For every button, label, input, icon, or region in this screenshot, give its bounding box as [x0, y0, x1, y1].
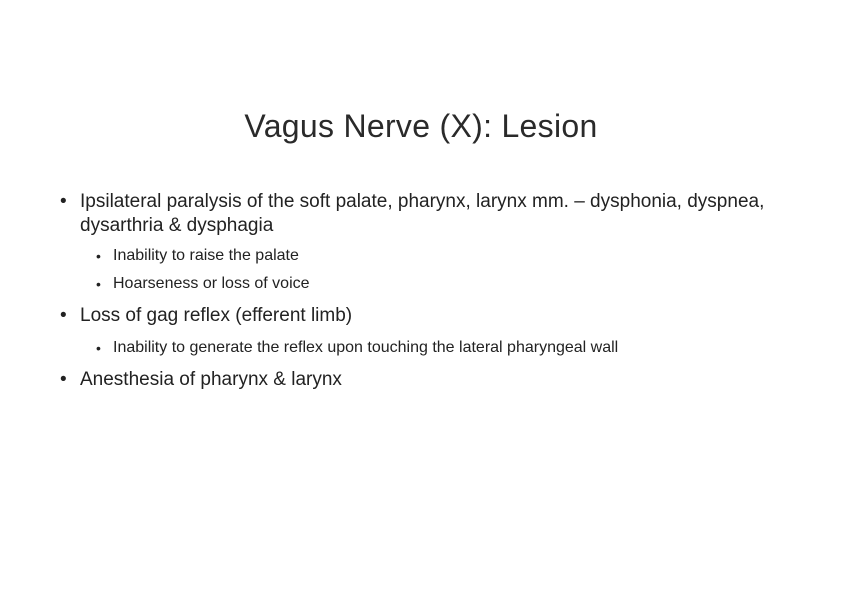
bullet-text: Anesthesia of pharynx & larynx [80, 369, 342, 390]
slide-content [60, 190, 800, 392]
bullet-item [60, 190, 800, 238]
sub-bullet-item [60, 334, 800, 362]
bullet-text: Loss of gag reflex (efferent limb) [80, 305, 353, 326]
bullet-icon: • [60, 191, 67, 212]
sub-bullet-text: Inability to generate the reflex upon touching the lateral pharyngeal wall [113, 339, 619, 356]
sub-bullet-icon: • [96, 340, 101, 356]
bullet-text: Ipsilateral paralysis of the soft palate, pharynx, larynx mm. – dysphonia, dyspnea, dysarthria & dysphagia [80, 191, 765, 236]
sub-bullet-text: Hoarseness or loss of voice [113, 275, 310, 292]
slide-title: Vagus Nerve (X): Lesion [244, 108, 598, 144]
sub-bullet-icon: • [96, 248, 101, 264]
bullet-item [60, 368, 800, 392]
bullet-icon: • [60, 305, 67, 326]
sub-bullet-item [60, 270, 800, 298]
bullet-item [60, 304, 800, 328]
sub-bullet-item [60, 242, 800, 270]
sub-bullet-text: Inability to raise the palate [113, 247, 299, 264]
bullet-icon: • [60, 369, 67, 390]
sub-bullet-icon: • [96, 276, 101, 292]
